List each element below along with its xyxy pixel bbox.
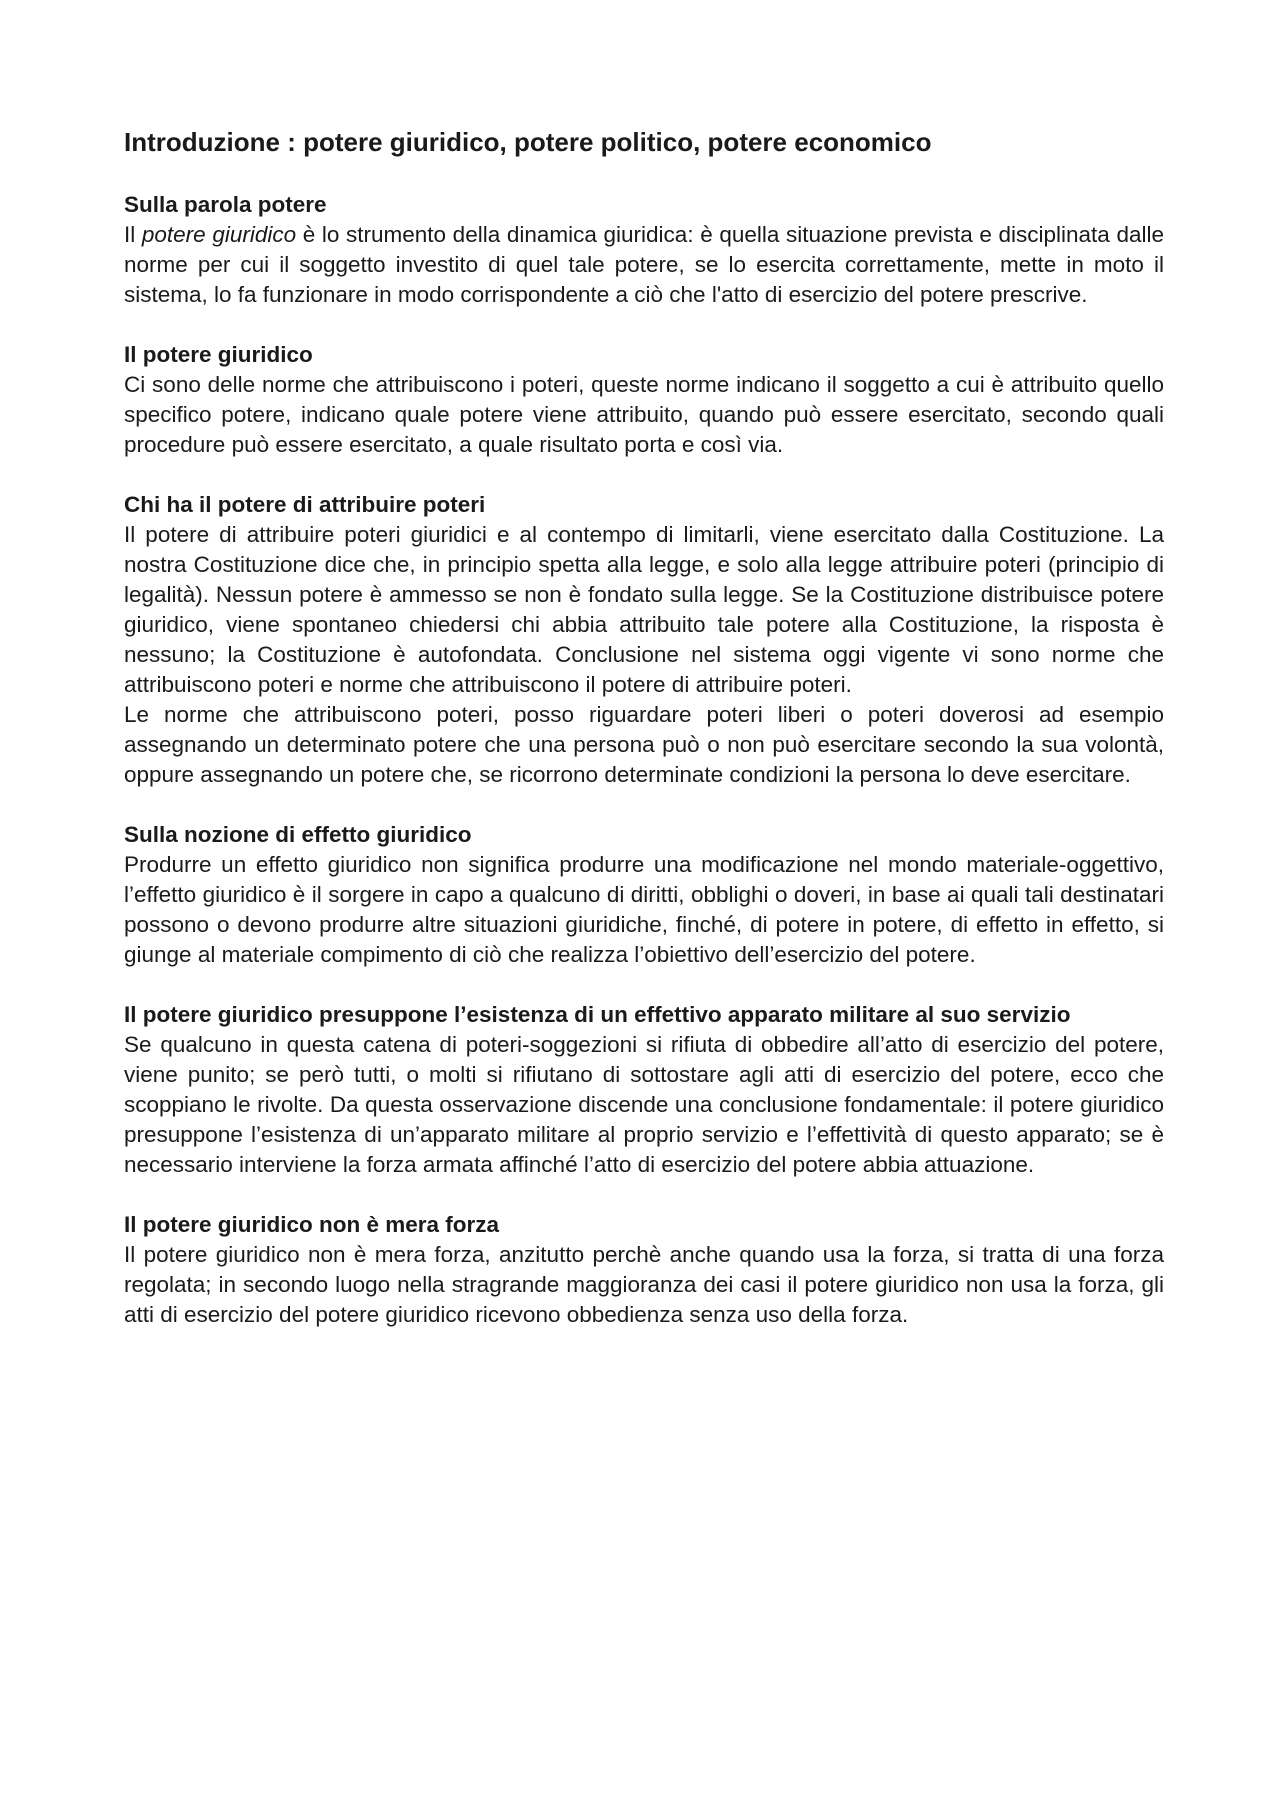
section-paragraph: Se qualcuno in questa catena di poteri-soggezioni si rifiuta di obbedire all’atto di esercizio del potere, viene punito; se però tutti, o molti si rifiutano di sottostare agli atti di esercizio del potere, ecco che scoppiano le rivolte. Da questa osservazione discende una conclusione fondamentale: il potere giuridico presuppone l’esistenza di un’apparato militare al proprio servizio e l’effettività di questo apparato; se è necessario interviene la forza armata affinché l’atto di esercizio del potere abbia attuazione. bbox=[124, 1032, 1164, 1177]
document-title: Introduzione : potere giuridico, potere politico, potere economico bbox=[124, 127, 932, 157]
section-heading: Il potere giuridico presuppone l’esistenza di un effettivo apparato militare al suo servizio bbox=[124, 1002, 1071, 1027]
paragraph-text: è lo strumento della dinamica giuridica: è quella situazione prevista e disciplinata dalle norme per cui il soggetto investito di quel tale potere, se lo esercita correttamente, mette in moto il sistema, lo fa funzionare in modo corrispondente a ciò che l'atto di esercizio del potere prescrive. bbox=[124, 222, 1164, 307]
section-paragraph bbox=[124, 220, 1164, 310]
section-heading: Il potere giuridico non è mera forza bbox=[124, 1212, 500, 1237]
section-attribuire-poteri bbox=[124, 490, 1164, 790]
section-heading: Sulla nozione di effetto giuridico bbox=[124, 822, 472, 847]
italic-term: potere giuridico bbox=[141, 222, 297, 247]
section-effetto-giuridico bbox=[124, 820, 1164, 970]
section-paragraph: Il potere giuridico non è mera forza, anzitutto perchè anche quando usa la forza, si tratta di una forza regolata; in secondo luogo nella stragrande maggioranza dei casi il potere giuridico non usa la forza, gli atti di esercizio del potere giuridico ricevono obbedienza senza uso della forza. bbox=[124, 1242, 1164, 1327]
section-paragraph: Produrre un effetto giuridico non significa produrre una modificazione nel mondo materiale-oggettivo, l’effetto giuridico è il sorgere in capo a qualcuno di diritti, obblighi o doveri, in base ai quali tali destinatari possono o devono produrre altre situazioni giuridiche, finché, di potere in potere, di effetto in effetto, si giunge al materiale compimento di ciò che realizza l’obiettivo dell’esercizio del potere. bbox=[124, 852, 1164, 967]
section-heading: Il potere giuridico bbox=[124, 342, 313, 367]
section-paragraph: Ci sono delle norme che attribuiscono i poteri, queste norme indicano il soggetto a cui è attribuito quello specifico potere, indicano quale potere viene attribuito, quando può essere esercitato, secondo quali procedure può essere esercitato, a quale risultato porta e così via. bbox=[124, 372, 1164, 457]
paragraph-text: Il bbox=[124, 222, 142, 247]
section-heading: Chi ha il potere di attribuire poteri bbox=[124, 492, 486, 517]
section-il-potere-giuridico bbox=[124, 340, 1164, 460]
section-mera-forza bbox=[124, 1210, 1164, 1330]
section-sulla-parola-potere bbox=[124, 190, 1164, 310]
document-page bbox=[124, 122, 1164, 1360]
section-heading: Sulla parola potere bbox=[124, 192, 327, 217]
section-apparato-militare bbox=[124, 1000, 1164, 1180]
section-paragraph: Il potere di attribuire poteri giuridici e al contempo di limitarli, viene esercitato dalla Costituzione. La nostra Costituzione dice che, in principio spetta alla legge, e solo alla legge attribuire poteri (principio di legalità). Nessun potere è ammesso se non è fondato sulla legge. Se la Costituzione distribuisce potere giuridico, viene spontaneo chiedersi chi abbia attribuito tale potere alla Costituzione, la risposta è nessuno; la Costituzione è autofondata. Conclusione nel sistema oggi vigente vi sono norme che attribuiscono poteri e norme che attribuiscono il potere di attribuire poteri. bbox=[124, 522, 1164, 697]
section-paragraph: Le norme che attribuiscono poteri, posso riguardare poteri liberi o poteri doverosi ad esempio assegnando un determinato potere che una persona può o non può esercitare secondo la sua volontà, oppure assegnando un potere che, se ricorrono determinate condizioni la persona lo deve esercitare. bbox=[124, 702, 1164, 787]
